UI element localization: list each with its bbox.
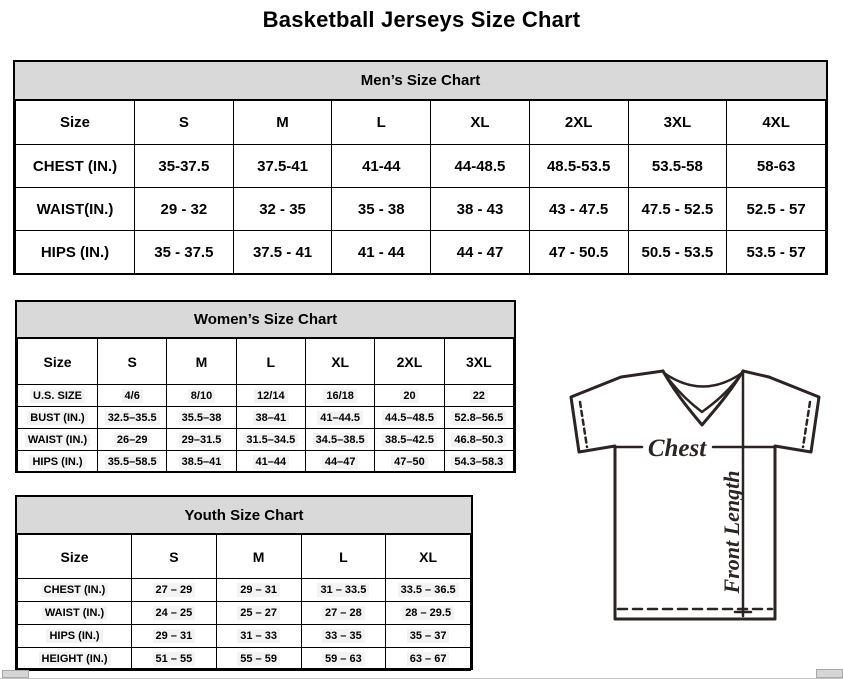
womens-value-m-text: 35.5–38 [179,411,225,425]
womens-header-m: M [167,339,236,385]
youth-value-l-text: 59 – 63 [322,652,365,666]
youth-value-xl-text: 35 – 37 [407,629,450,643]
mens-row-hips-in- [16,231,826,274]
mens-header-row [16,101,826,145]
womens-header-size: Size [18,339,98,385]
youth-header-xl: XL [386,535,471,579]
youth-value-l-text: 27 – 28 [322,606,365,620]
jersey-outline [571,371,819,619]
womens-value-l-text: 41–44 [253,455,290,469]
scrollbar-left-button[interactable] [2,670,29,678]
youth-value-s [132,625,217,648]
womens-value-xl [305,451,374,473]
mens-value-4xl: 53.5 - 57 [727,231,826,274]
mens-value-s: 35 - 37.5 [135,231,234,274]
youth-value-s-text: 24 – 25 [153,606,196,620]
youth-row-label-text: HEIGHT (IN.) [39,652,111,666]
youth-value-s [132,648,217,671]
youth-value-xl [386,625,471,648]
mens-value-m: 37.5-41 [233,145,332,188]
youth-value-xl-text: 28 – 29.5 [402,606,454,620]
mens-value-3xl: 53.5-58 [628,145,727,188]
youth-value-l [301,602,386,625]
womens-value-s [98,385,167,407]
mens-value-l: 35 - 38 [332,188,431,231]
womens-value-2xl-text: 44.5–48.5 [382,411,437,425]
mens-value-s: 35-37.5 [135,145,234,188]
mens-header-xl: XL [431,101,530,145]
mens-header-s: S [135,101,234,145]
mens-value-xl: 44-48.5 [431,145,530,188]
mens-chart-title: Men’s Size Chart [15,62,826,100]
youth-value-s [132,602,217,625]
mens-value-m: 37.5 - 41 [233,231,332,274]
mens-row-label: CHEST (IN.) [16,145,135,188]
womens-value-l-text: 31.5–34.5 [243,433,298,447]
youth-row-label-text: CHEST (IN.) [41,583,109,597]
mens-header-m: M [233,101,332,145]
youth-value-m-text: 55 – 59 [237,652,280,666]
mens-value-2xl: 48.5-53.5 [529,145,628,188]
mens-value-3xl: 47.5 - 52.5 [628,188,727,231]
womens-value-xl-text: 44–47 [322,455,359,469]
womens-value-m [167,429,236,451]
youth-row-hips-in- [18,625,471,648]
youth-value-s-text: 51 – 55 [153,652,196,666]
womens-row-label-text: WAIST (IN.) [25,433,90,447]
youth-value-s-text: 29 – 31 [153,629,196,643]
womens-header-row [18,339,514,385]
womens-table [17,338,514,473]
womens-value-m [167,407,236,429]
youth-value-l [301,579,386,602]
youth-value-xl [386,579,471,602]
youth-header-s: S [132,535,217,579]
mens-value-m: 32 - 35 [233,188,332,231]
womens-value-3xl-text: 52.8–56.5 [451,411,506,425]
youth-value-xl-text: 33.5 – 36.5 [398,583,459,597]
womens-row-label-text: BUST (IN.) [27,411,87,425]
mens-value-2xl: 47 - 50.5 [529,231,628,274]
womens-value-l [236,451,305,473]
youth-row-height-in- [18,648,471,671]
youth-header-row [18,535,471,579]
womens-value-m-text: 8/10 [188,389,215,403]
womens-value-s-text: 26–29 [114,433,151,447]
scrollbar-right-button[interactable] [816,669,843,678]
womens-value-s [98,407,167,429]
womens-header-2xl: 2XL [375,339,444,385]
youth-row-label-text: WAIST (IN.) [42,606,107,620]
mens-header-size: Size [16,101,135,145]
youth-size-chart [15,495,473,670]
youth-value-s-text: 27 – 29 [153,583,196,597]
womens-value-3xl-text: 54.3–58.3 [451,455,506,469]
youth-value-s [132,579,217,602]
youth-row-waist-in- [18,602,471,625]
womens-row-label-text: U.S. SIZE [30,389,85,403]
womens-value-3xl [444,385,513,407]
womens-value-3xl [444,429,513,451]
mens-value-4xl: 58-63 [727,145,826,188]
womens-value-l-text: 38–41 [253,411,290,425]
youth-value-m-text: 29 – 31 [237,583,280,597]
mens-header-3xl: 3XL [628,101,727,145]
youth-value-l [301,648,386,671]
mens-value-3xl: 50.5 - 53.5 [628,231,727,274]
womens-value-xl-text: 16/18 [323,389,357,403]
chest-label: Chest [647,435,707,462]
womens-header-l: L [236,339,305,385]
womens-chart-title: Women’s Size Chart [17,302,514,338]
mens-row-label: WAIST(IN.) [16,188,135,231]
youth-value-m-text: 25 – 27 [237,606,280,620]
mens-value-s: 29 - 32 [135,188,234,231]
womens-value-s [98,429,167,451]
mens-header-2xl: 2XL [529,101,628,145]
womens-value-s-text: 32.5–35.5 [105,411,160,425]
womens-value-xl [305,385,374,407]
womens-row-hips-in- [18,451,514,473]
womens-row-waist-in- [18,429,514,451]
womens-value-2xl [375,385,444,407]
youth-value-m [216,625,301,648]
youth-table [17,534,471,671]
womens-value-2xl-text: 38.5–42.5 [382,433,437,447]
youth-header-l: L [301,535,386,579]
youth-value-l-text: 33 – 35 [322,629,365,643]
mens-value-l: 41-44 [332,145,431,188]
womens-value-s-text: 35.5–58.5 [105,455,160,469]
youth-row-label [18,625,132,648]
womens-value-xl-text: 41–44.5 [317,411,363,425]
youth-row-label-text: HIPS (IN.) [46,629,102,643]
womens-value-2xl [375,451,444,473]
womens-size-chart [15,300,516,473]
page-title: Basketball Jerseys Size Chart [262,7,581,32]
womens-header-s: S [98,339,167,385]
womens-row-label [18,429,98,451]
womens-value-m [167,385,236,407]
womens-value-s [98,451,167,473]
womens-value-l [236,407,305,429]
mens-value-xl: 38 - 43 [431,188,530,231]
youth-value-l-text: 31 – 33.5 [317,583,369,597]
youth-value-m [216,579,301,602]
womens-value-xl-text: 34.5–38.5 [313,433,368,447]
mens-value-2xl: 43 - 47.5 [529,188,628,231]
youth-value-xl [386,648,471,671]
womens-value-s-text: 4/6 [122,389,143,403]
jersey-measurement-diagram [563,360,835,628]
womens-value-l-text: 12/14 [254,389,288,403]
mens-size-chart [13,60,828,275]
mens-value-4xl: 52.5 - 57 [727,188,826,231]
youth-value-xl [386,602,471,625]
womens-value-3xl [444,451,513,473]
youth-row-chest-in- [18,579,471,602]
womens-value-m-text: 29–31.5 [179,433,225,447]
womens-row-label [18,385,98,407]
mens-row-label: HIPS (IN.) [16,231,135,274]
womens-row-u-s-size [18,385,514,407]
youth-row-label [18,648,132,671]
womens-value-2xl [375,429,444,451]
womens-value-m-text: 38.5–41 [179,455,225,469]
youth-header-m: M [216,535,301,579]
womens-value-2xl [375,407,444,429]
youth-row-label [18,602,132,625]
youth-value-m [216,602,301,625]
youth-row-label [18,579,132,602]
youth-value-m-text: 31 – 33 [237,629,280,643]
womens-row-label-text: HIPS (IN.) [29,455,85,469]
mens-header-l: L [332,101,431,145]
youth-value-l [301,625,386,648]
youth-value-xl-text: 63 – 67 [407,652,450,666]
youth-chart-title: Youth Size Chart [17,497,471,534]
womens-row-bust-in- [18,407,514,429]
womens-row-label [18,451,98,473]
mens-row-waist-in- [16,188,826,231]
mens-row-chest-in- [16,145,826,188]
womens-value-3xl-text: 22 [470,389,488,403]
mens-value-l: 41 - 44 [332,231,431,274]
womens-value-l [236,385,305,407]
front-length-label: Front Length [719,470,744,594]
womens-value-l [236,429,305,451]
womens-value-m [167,451,236,473]
youth-value-m [216,648,301,671]
youth-header-size: Size [18,535,132,579]
mens-table [15,100,826,274]
womens-value-2xl-text: 20 [400,389,418,403]
womens-header-xl: XL [305,339,374,385]
womens-header-3xl: 3XL [444,339,513,385]
womens-value-xl [305,429,374,451]
womens-value-xl [305,407,374,429]
mens-header-4xl: 4XL [727,101,826,145]
womens-value-3xl [444,407,513,429]
mens-value-xl: 44 - 47 [431,231,530,274]
womens-row-label [18,407,98,429]
womens-value-3xl-text: 46.8–50.3 [451,433,506,447]
womens-value-2xl-text: 47–50 [391,455,428,469]
